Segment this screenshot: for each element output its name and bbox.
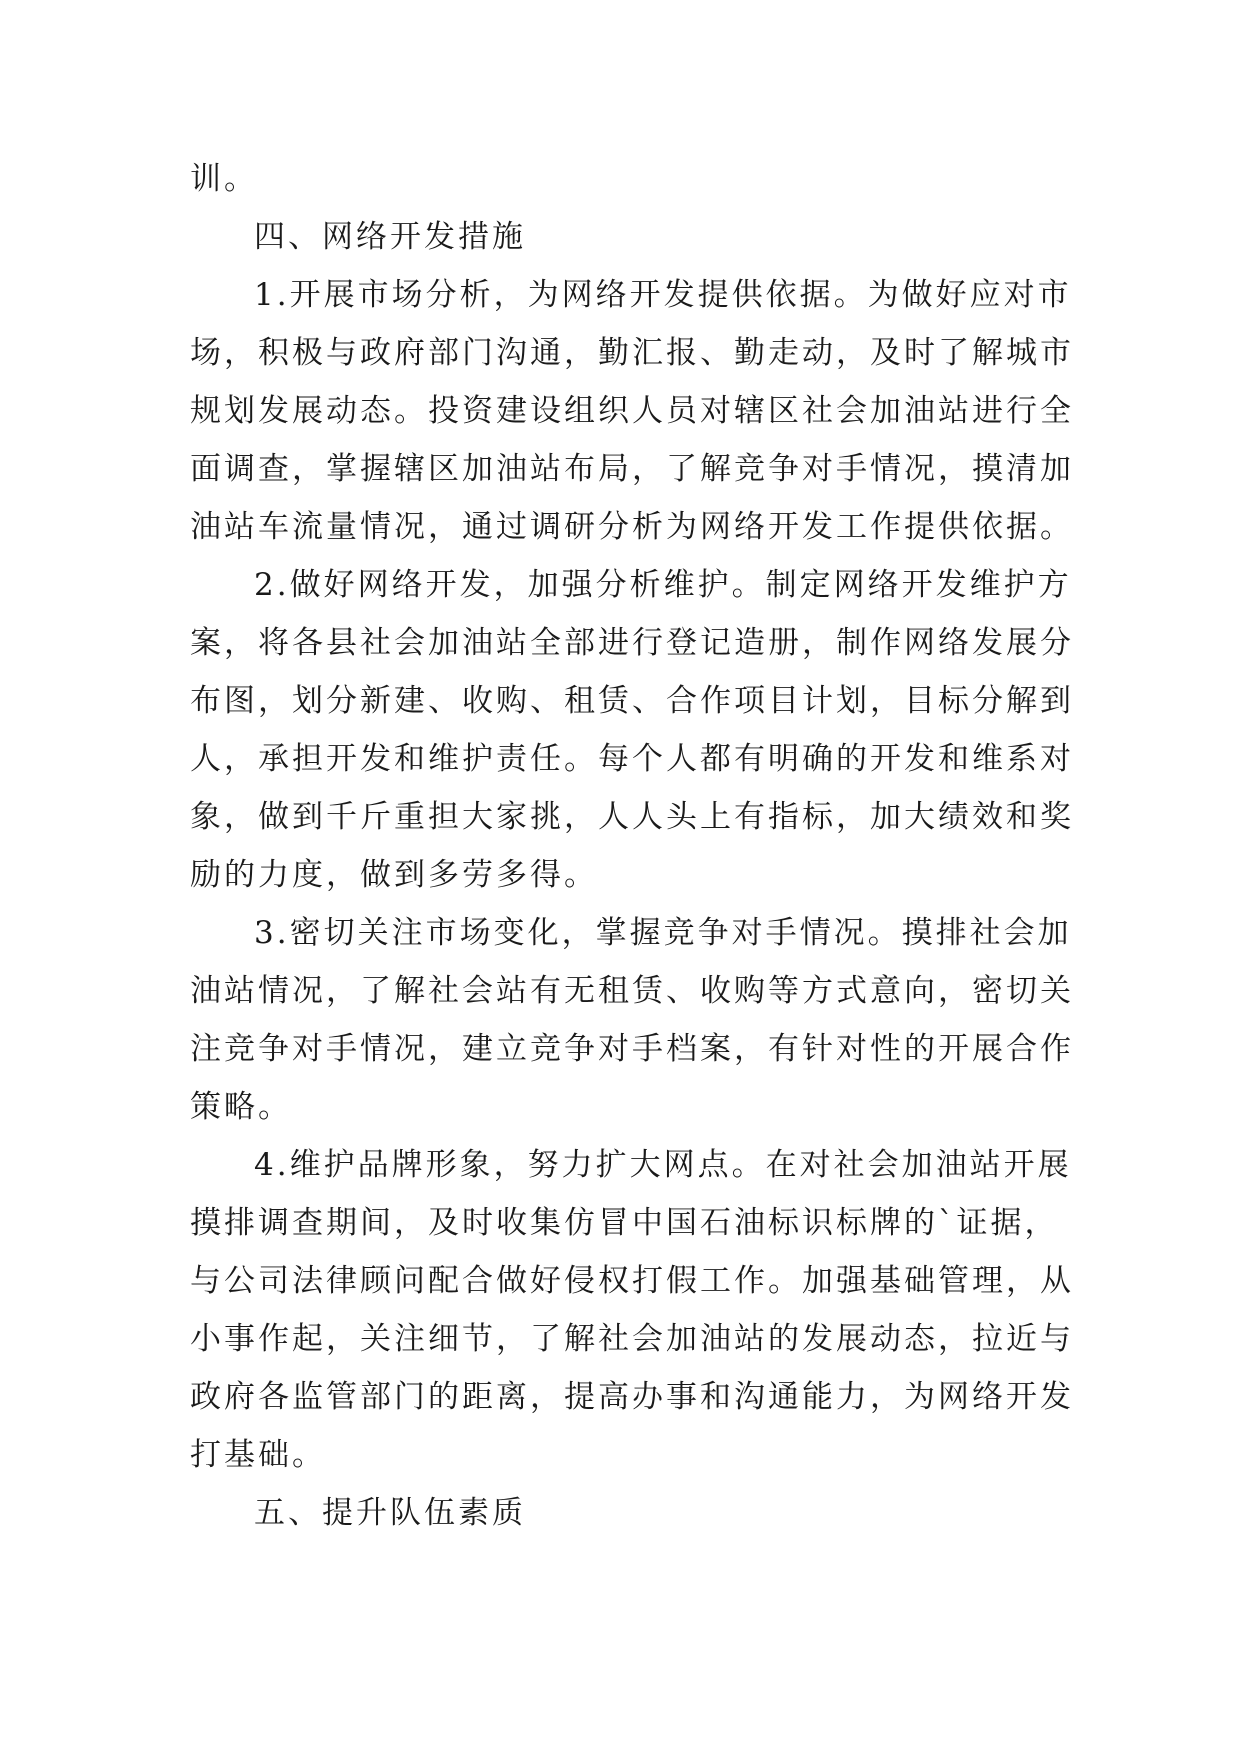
document-body	[190, 150, 1074, 1542]
paragraph-line: 象，做到千斤重担大家挑，人人头上有指标，加大绩效和奖	[190, 799, 1074, 835]
paragraph-line: 场，积极与政府部门沟通，勤汇报、勤走动，及时了解城市	[190, 335, 1074, 371]
paragraph-line: 与公司法律顾问配合做好侵权打假工作。加强基础管理，从	[190, 1263, 1074, 1299]
section-heading: 五、提升队伍素质	[254, 1495, 526, 1531]
paragraph-line: 摸排调查期间，及时收集仿冒中国石油标识标牌的`证据，	[190, 1205, 1059, 1241]
paragraph-line: 布图，划分新建、收购、租赁、合作项目计划，目标分解到	[190, 683, 1074, 719]
paragraph-line: 人，承担开发和维护责任。每个人都有明确的开发和维系对	[190, 741, 1074, 777]
paragraph-line: 励的力度，做到多劳多得。	[190, 857, 598, 893]
paragraph-line: 规划发展动态。投资建设组织人员对辖区社会加油站进行全	[190, 393, 1074, 429]
paragraph-first-line: 4.维护品牌形象，努力扩大网点。在对社会加油站开展	[254, 1147, 1072, 1183]
text-line: 训。	[190, 161, 258, 197]
paragraph-first-line: 3.密切关注市场变化，掌握竞争对手情况。摸排社会加	[254, 915, 1072, 951]
paragraph-line: 小事作起，关注细节，了解社会加油站的发展动态，拉近与	[190, 1321, 1074, 1357]
paragraph-line: 案，将各县社会加油站全部进行登记造册，制作网络发展分	[190, 625, 1074, 661]
paragraph-first-line: 2.做好网络开发，加强分析维护。制定网络开发维护方	[254, 567, 1072, 603]
paragraph-first-line: 1.开展市场分析，为网络开发提供依据。为做好应对市	[254, 277, 1072, 313]
paragraph-line: 打基础。	[190, 1437, 326, 1473]
paragraph-line: 策略。	[190, 1089, 292, 1125]
section-heading: 四、网络开发措施	[254, 219, 526, 255]
paragraph-line: 政府各监管部门的距离，提高办事和沟通能力，为网络开发	[190, 1379, 1074, 1415]
paragraph-line: 油站情况，了解社会站有无租赁、收购等方式意向，密切关	[190, 973, 1074, 1009]
paragraph-line: 油站车流量情况，通过调研分析为网络开发工作提供依据。	[190, 509, 1074, 545]
paragraph-line: 注竞争对手情况，建立竞争对手档案，有针对性的开展合作	[190, 1031, 1074, 1067]
paragraph-line: 面调查，掌握辖区加油站布局，了解竞争对手情况，摸清加	[190, 451, 1074, 487]
